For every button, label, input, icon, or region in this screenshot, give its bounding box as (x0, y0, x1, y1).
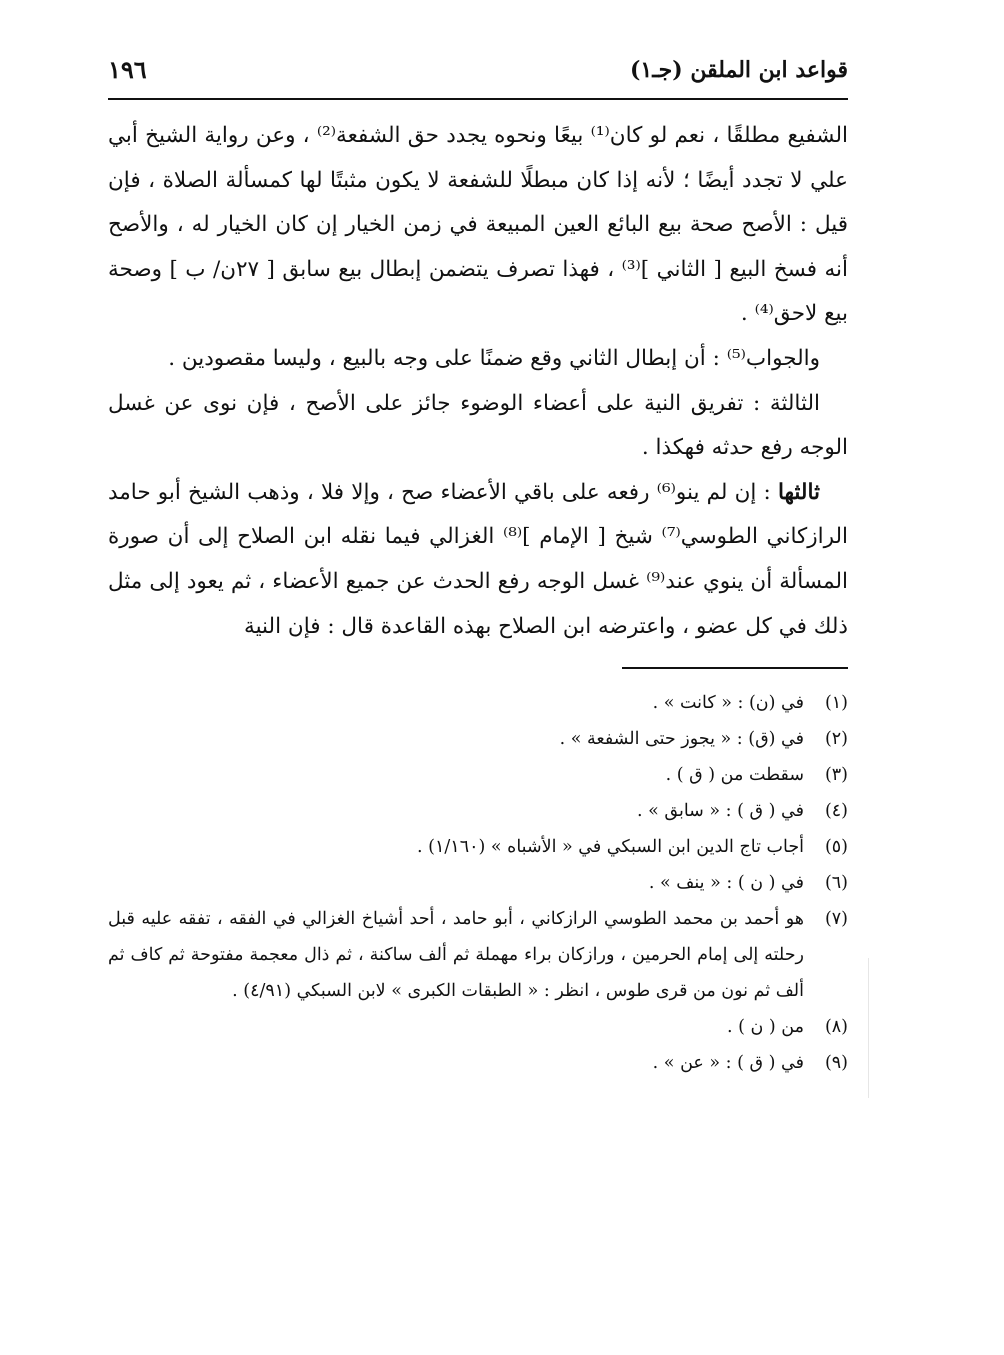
page-header (108, 50, 848, 90)
footnote-text: هو أحمد بن محمد الطوسي الرازكاني ، أبو حامد ، أحد أشياخ الغزالي في الفقه ، تفقه عليه قبل رحلته إلى إمام الحرمين ، ورازكان براء مهملة ثم ألف ساكنة ، ثم ذال معجمة مفتوحة ثم كاف ثم ألف ثم نون من قرى طوس ، انظر : « الطبقات الكبرى » لابن السبكي (٤/٩١) . (108, 909, 804, 1002)
paragraph-4-lead: ثالثها (777, 479, 821, 505)
paragraph-1: الشفيع مطلقًا ، نعم لو كان⁽¹⁾ بيعًا ونحوه يجدد حق الشفعة⁽²⁾ ، وعن رواية الشيخ أبي علي لا تجدد أيضًا ؛ لأنه إذا كان مبطلًا للشفعة لا يكون مثبتًا لها كمسألة الصلاة ، فإن قيل : الأصح صحة بيع البائع العين المبيعة في زمن الخيار إن كان الخيار له ، والأصح أنه فسخ البيع [ الثاني ]⁽³⁾ ، فهذا تصرف يتضمن إبطال بيع سابق [ ٢٧ن/ ب ] وصحة بيع لاحق⁽⁴⁾ . (108, 123, 848, 327)
footnote-text: في ( ق ) : « عن » . (652, 1053, 804, 1074)
footnote-3 (108, 757, 848, 793)
footnote-number: (١) (824, 693, 848, 714)
footnote-text: من ( ن ) . (726, 1017, 804, 1038)
footnote-text: في ( ن ) : « ينف » . (648, 873, 804, 894)
footnote-text: سقطت من ( ق ) . (665, 765, 804, 786)
footnote-number: (٢) (824, 729, 848, 750)
footnote-4 (108, 793, 848, 829)
footnote-1 (108, 685, 848, 721)
header-rule (108, 98, 848, 100)
footnote-2 (108, 721, 848, 757)
footnotes (108, 685, 848, 1081)
footnote-9 (108, 1045, 848, 1081)
footnote-8 (108, 1009, 848, 1045)
footnote-number: (٩) (824, 1053, 848, 1074)
footnote-text: في (ق) : « يجوز حتى الشفعة » . (559, 729, 804, 750)
footnote-5 (108, 829, 848, 865)
footnote-7 (108, 901, 848, 1009)
footnote-text: في (ن) : « كانت » . (652, 693, 804, 714)
page-number: ١٩٦ (108, 55, 147, 84)
footnote-number: (٥) (824, 837, 848, 858)
footnote-text: في ( ق ) : « سابق » . (636, 801, 804, 822)
paragraph-2: والجواب⁽⁵⁾ : أن إبطال الثاني وقع ضمنًا على وجه بالبيع ، وليسا مقصودين . (168, 345, 820, 371)
scan-margin-line (868, 958, 869, 1098)
footnote-6 (108, 865, 848, 901)
footnote-number: (٨) (824, 1017, 848, 1038)
main-text (108, 114, 848, 649)
paragraph-3: الثالثة : تفريق النية على أعضاء الوضوء جائز على الأصح ، فإن نوى عن غسل الوجه رفع حدثه فهكذا . (108, 390, 848, 461)
footnote-number: (٧) (824, 909, 848, 930)
footnote-number: (٦) (824, 873, 848, 894)
paragraph-4-text: : إن لم ينو⁽⁶⁾ رفعه على باقي الأعضاء صح ، وإلا فلا ، وذهب الشيخ أبو حامد الرازكاني الطوسي⁽⁷⁾ شيخ [ الإمام ]⁽⁸⁾ الغزالي فيما نقله ابن الصلاح إلى أن صورة المسألة أن ينوي عند⁽⁹⁾ غسل الوجه رفع الحدث عن جميع الأعضاء ، ثم يعود إلى مثل ذلك في كل عضو ، واعترضه ابن الصلاح بهذه القاعدة قال : فإن النية (108, 479, 848, 639)
paragraph-4 (108, 471, 848, 649)
footnote-text: أجاب تاج الدين ابن السبكي في « الأشباه » (١/١٦٠) . (417, 837, 804, 858)
running-title: قواعد ابن الملقن (جـ١) (629, 57, 848, 83)
book-page (108, 50, 848, 1081)
footnote-number: (٣) (824, 765, 848, 786)
footnote-rule (622, 667, 848, 669)
footnote-number: (٤) (824, 801, 848, 822)
